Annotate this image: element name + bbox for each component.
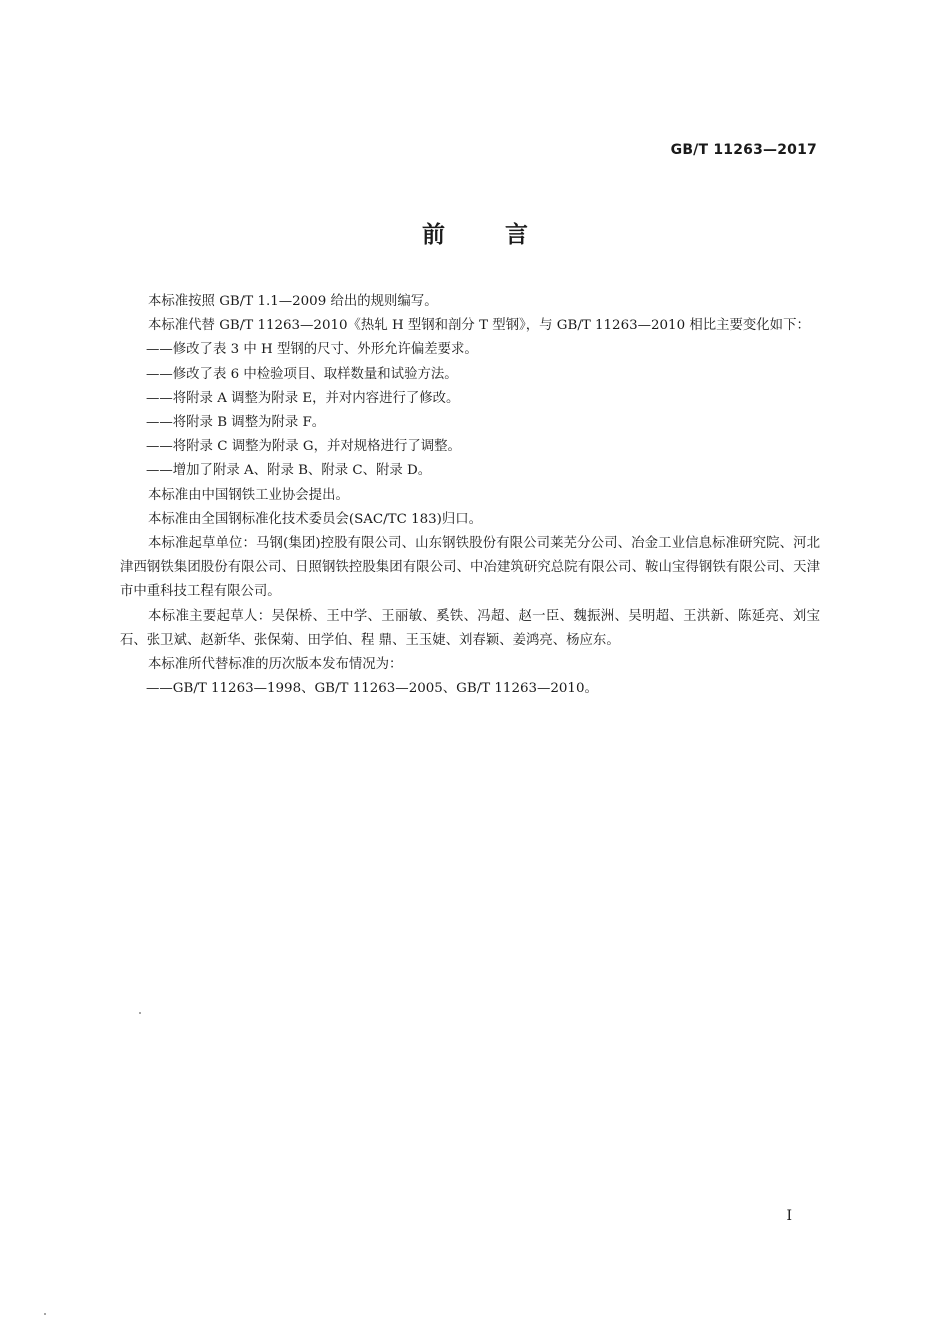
paragraph-history-intro: 本标准所代替标准的历次版本发布情况为： bbox=[148, 657, 403, 673]
change-item: ——修改了表 3 中 H 型钢的尺寸、外形允许偏差要求。 bbox=[146, 342, 478, 358]
change-item: ——修改了表 6 中检验项目、取样数量和试验方法。 bbox=[146, 366, 458, 382]
history-item: ——GB/T 11263—1998、GB/T 11263—2005、GB/T 11263—2010。 bbox=[146, 681, 598, 697]
change-item: ——将附录 A 调整为附录 E，并对内容进行了修改。 bbox=[146, 390, 460, 406]
scan-speck bbox=[139, 1012, 141, 1014]
paragraph-replacement: 本标准代替 GB/T 11263—2010《热轧 H 型钢和剖分 T 型钢》，与 GB/T 11263—2010 相比主要变化如下： bbox=[148, 318, 810, 334]
change-item: ——将附录 C 调整为附录 G，并对规格进行了调整。 bbox=[146, 439, 461, 455]
paragraph-proposer: 本标准由中国钢铁工业协会提出。 bbox=[148, 487, 349, 503]
standard-code: GB/T 11263—2017 bbox=[670, 142, 817, 158]
scan-speck bbox=[44, 1313, 46, 1315]
change-item: ——增加了附录 A、附录 B、附录 C、附录 D。 bbox=[146, 463, 432, 479]
foreword-body bbox=[120, 290, 820, 701]
paragraph-drafters: 本标准主要起草人：吴保桥、王中学、王丽敏、奚铁、冯超、赵一臣、魏振洲、吴明超、王洪新、陈延亮、刘宝石、张卫斌、赵新华、张保菊、田学伯、程 鼎、王玉婕、刘春颖、姜鸿亮、杨应东。 bbox=[120, 608, 820, 648]
section-title: 前 言 bbox=[421, 222, 554, 248]
paragraph-drafting-units: 本标准起草单位：马钢(集团)控股有限公司、山东钢铁股份有限公司莱芜分公司、冶金工业信息标准研究院、河北津西钢铁集团股份有限公司、日照钢铁控股集团有限公司、中冶建筑研究总院有限公司、鞍山宝得钢铁有限公司、天津市中重科技工程有限公司。 bbox=[120, 536, 820, 600]
change-item: ——将附录 B 调整为附录 F。 bbox=[146, 415, 326, 431]
paragraph-drafting-rules: 本标准按照 GB/T 1.1—2009 给出的规则编写。 bbox=[148, 294, 438, 309]
page-number: I bbox=[786, 1208, 792, 1224]
paragraph-committee: 本标准由全国钢标准化技术委员会(SAC/TC 183)归口。 bbox=[148, 511, 483, 527]
